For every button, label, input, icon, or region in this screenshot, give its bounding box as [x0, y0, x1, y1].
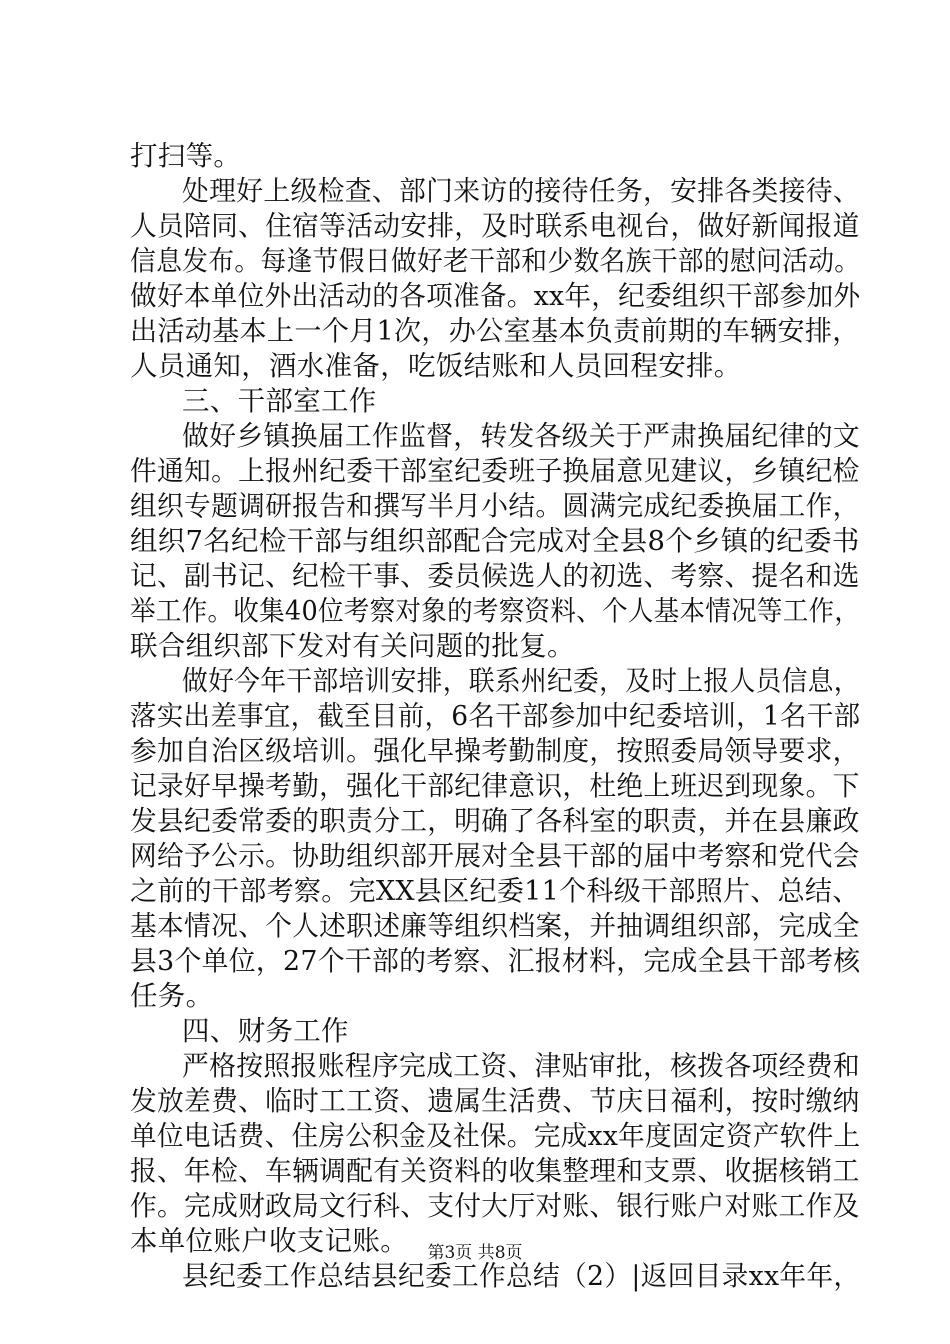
- text-line: 县3个单位，27个干部的考察、汇报材料，完成全县干部考核: [130, 945, 861, 977]
- text-line: 发放差费、临时工工资、遗属生活费、节庆日福利，按时缴纳: [130, 1085, 860, 1117]
- text-line: 落实出差事宜，截至目前，6名干部参加中纪委培训，1名干部: [130, 700, 861, 732]
- text-line: 作。完成财政局文行科、支付大厅对账、银行账户对账工作及: [130, 1190, 860, 1222]
- text-line: 出活动基本上一个月1次，办公室基本负责前期的车辆安排，: [130, 315, 860, 347]
- text-line: 举工作。收集40位考察对象的考察资料、个人基本情况等工作，: [130, 595, 861, 627]
- text-line: 参加自治区级培训。强化早操考勤制度，按照委局领导要求，: [130, 735, 860, 767]
- text-line: 本单位账户收支记账。: [130, 1225, 408, 1257]
- text-line: 之前的干部考察。完XX县区纪委11个科级干部照片、总结、: [130, 875, 860, 907]
- text-line: 任务。: [130, 980, 214, 1012]
- text-line: 基本情况、个人述职述廉等组织档案，并抽调组织部，完成全: [130, 910, 860, 942]
- text-line: 打扫等。: [130, 140, 242, 172]
- text-line: 单位电话费、住房公积金及社保。完成xx年度固定资产软件上: [130, 1120, 861, 1152]
- text-line: 组织7名纪检干部与组织部配合完成对全县8个乡镇的纪委书: [130, 525, 860, 557]
- text-line: 人员通知，酒水准备，吃饭结账和人员回程安排。: [130, 350, 742, 382]
- page-footer: 第3页 共8页: [427, 1243, 523, 1263]
- paragraph-start: 做好今年干部培训安排，联系州纪委，及时上报人员信息，: [182, 665, 860, 697]
- text-line: 信息发布。每逢节假日做好老干部和少数名族干部的慰问活动。: [130, 245, 861, 277]
- text-line: 记、副书记、纪检干事、委员候选人的初选、考察、提名和选: [130, 560, 860, 592]
- paragraph-start: 做好乡镇换届工作监督，转发各级关于严肃换届纪律的文: [182, 420, 860, 452]
- section-heading: 三、干部室工作: [182, 385, 377, 417]
- paragraph-start: 县纪委工作总结县纪委工作总结（2）|返回目录xx年年，: [182, 1260, 861, 1292]
- text-line: 报、年检、车辆调配有关资料的收集整理和支票、收据核销工: [130, 1155, 860, 1187]
- text-line: 联合组织部下发对有关问题的批复。: [130, 630, 575, 662]
- text-line: 组织专题调研报告和撰写半月小结。圆满完成纪委换届工作，: [130, 490, 860, 522]
- text-line: 件通知。上报州纪委干部室纪委班子换届意见建议，乡镇纪检: [130, 455, 860, 487]
- text-line: 人员陪同、住宿等活动安排，及时联系电视台，做好新闻报道: [130, 210, 860, 242]
- paragraph-start: 严格按照报账程序完成工资、津贴审批，核拨各项经费和: [182, 1050, 860, 1082]
- section-heading: 四、财务工作: [182, 1015, 349, 1047]
- text-line: 发县纪委常委的职责分工，明确了各科室的职责，并在县廉政: [130, 805, 860, 837]
- text-line: 做好本单位外出活动的各项准备。xx年，纪委组织干部参加外: [130, 280, 861, 312]
- text-line: 记录好早操考勤，强化干部纪律意识，杜绝上班迟到现象。下: [130, 770, 860, 802]
- text-line: 网给予公示。协助组织部开展对全县干部的届中考察和党代会: [130, 840, 860, 872]
- paragraph-start: 处理好上级检查、部门来访的接待任务，安排各类接待、: [182, 175, 860, 207]
